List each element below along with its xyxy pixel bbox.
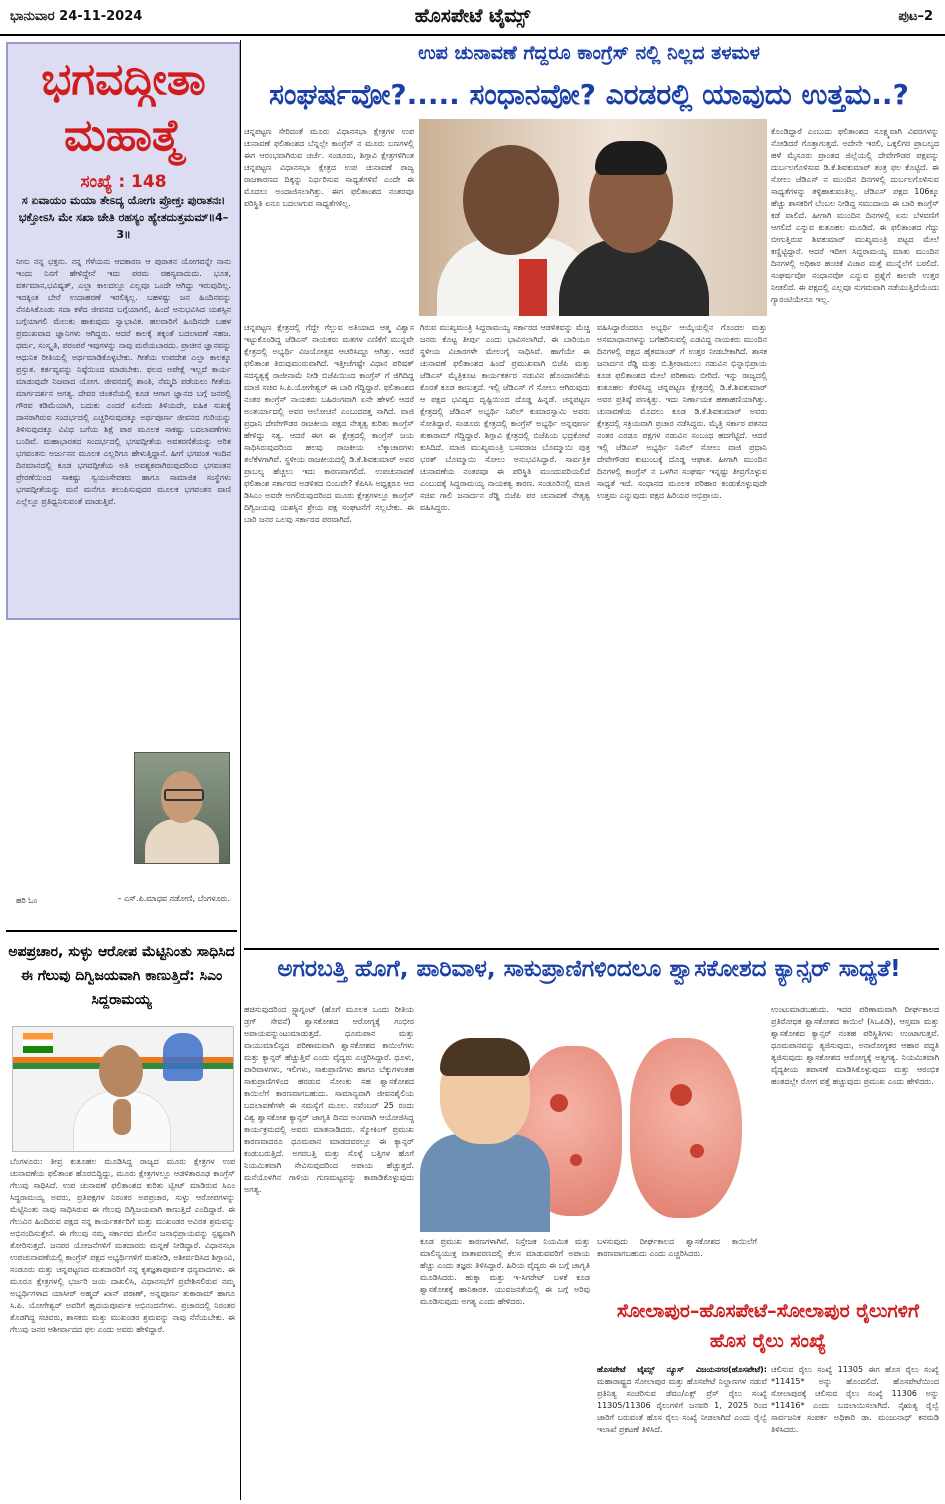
gita-number: ಸಂಖ್ಯೆ : 148: [80, 172, 167, 192]
rail-headline: ಸೋಲಾಪುರ–ಹೊಸಪೇಟೆ–ಸೋಲಾಪುರ ರೈಲುಗಳಿಗೆ ಹೊಸ ರೈಲು ಸಂಖ್ಯೆ: [616, 1300, 920, 1352]
lead-headline: ಸಂಘರ್ಷವೋ?..... ಸಂಧಾನವೋ? ಎರಡರಲ್ಲಿ ಯಾವುದು ಉತ್ತಮ..?: [269, 78, 909, 111]
cancer-col-2: ಕೂಡ ಪ್ರಮುಖ ಕಾರಣಗಳಾಗಿವೆ. ನಿಸ್ತೇಜಕ ನಿಯಮಿತ ಮತ್ತು ಮಾಲಿನ್ಯಯುಕ್ತ ವಾತಾವರಣದಲ್ಲಿ ಕೆಲಸ ಮಾಡುವವರಿಗೆ ಅಪಾಯ ಹೆಚ್ಚು ಎಂದು ತಜ್ಞರು ತಿಳಿಸಿದ್ದಾರೆ. ಹಿರಿಯ ವೈದ್ಯರು ಈ ಬಗ್ಗೆ ಜಾಗೃತಿ ಮೂಡಿಸಿದರು. ಹುಕ್ಕಾ ಮತ್ತು ಇ-ಸಿಗರೇಟ್ ಬಳಕೆ ಕೂಡ ಶ್ವಾಸಕೋಶಕ್ಕೆ ಹಾನಿಕಾರಕ. ಯುವಜನತೆಯಲ್ಲಿ ಈ ಬಗ್ಗೆ ಅರಿವು ಮೂಡಿಸುವುದು ಅಗತ್ಯ ಎಂದು ಹೇಳಿದರು.: [420, 1237, 590, 1306]
lead-col-3: ವಹಿಸಿದ್ದಾರೆಂದರೂ ಅಭ್ಯರ್ಥಿ ಆಯ್ಕೆಯಲ್ಲಿನ ಗೊಂದಲ ಮತ್ತು ಅಸಮಾಧಾನಗಳನ್ನು ಬಗೆಹರಿಸುವಲ್ಲಿ ಎಡವಿದ್ದ ನಾಯಕರು ಮುಂದಿನ ದಿನಗಳಲ್ಲಿ ಪಕ್ಷದ ಹೈಕಮಾಂಡ್ ಗೆ ಉತ್ತರ ನೀಡಬೇಕಾಗಿದೆ. ಶಾಸಕ ಜನಾರ್ದನ ರೆಡ್ಡಿ ಮತ್ತು ಬಿ.ಶ್ರೀರಾಮುಲು ನಡುವಿನ ಭಿನ್ನಾಭಿಪ್ರಾಯ ಕೂಡ ಫಲಿತಾಂಶದ ಮೇಲೆ ಪರಿಣಾಮ ಬೀರಿದೆ. ಇನ್ನು ರಾಜ್ಯದಲ್ಲಿ ಕುತೂಹಲ ಕೆರಳಿಸಿದ್ದ ಚನ್ನಪಟ್ಟಣ ಕ್ಷೇತ್ರದಲ್ಲಿ ಡಿ.ಕೆ.ಶಿವಕುಮಾರ್ ಅವರ ಪ್ರತಿಷ್ಠೆ ಪಣಕ್ಕಿತ್ತು. ಇದು ನಿರ್ಣಾಯಕ ಹಣಾಹಣಿಯಾಗಿತ್ತು. ಚುನಾವಣೆಯ ಮೊದಲು ಕೂಡ ಡಿ.ಕೆ.ಶಿವಕುಮಾರ್ ಅವರು ಕ್ಷೇತ್ರದಲ್ಲಿ ಸಕ್ರಿಯವಾಗಿ ಪ್ರಚಾರ ನಡೆಸಿದ್ದರು. ಮೈತ್ರಿ ಸರ್ಕಾರ ಪತನದ ನಂತರ ಎರಡೂ ಪಕ್ಷಗಳ ನಡುವಿನ ಸಂಬಂಧ ಹದಗೆಟ್ಟಿದೆ. ಆದರೆ ಇಲ್ಲಿ ಜೆಡಿಎಸ್ ಅಭ್ಯರ್ಥಿ ನಿಖಿಲ್ ಸೋಲು ವಾಜಿ ಪ್ರಧಾನಿ ದೇವೇಗೌಡರ ಕುಟುಂಬಕ್ಕೆ ದೊಡ್ಡ ಆಘಾತ. ಹೀಗಾಗಿ ಮುಂದಿನ ದಿನಗಳಲ್ಲಿ ಕಾಂಗ್ರೆಸ್ ನ ಒಳಗಿನ ಸಂಘರ್ಷ ಇನ್ನಷ್ಟು ತೀವ್ರಗೊಳ್ಳುವ ಸಾಧ್ಯತೆ ಇದೆ. ಸಂಧಾನದ ಮೂಲಕ ಪರಿಹಾರ ಕಂಡುಕೊಳ್ಳುವುದೇ ಉತ್ತಮ ಎನ್ನುವುದು ಪಕ್ಷದ ಹಿರಿಯರ ಅಭಿಪ್ರಾಯ.: [597, 323, 767, 500]
divider: [244, 948, 939, 950]
hand-symbol-icon: [163, 1033, 203, 1081]
gita-body-cont: [8, 620, 128, 888]
cancer-col-1: ಹಚಿಸುವುದರಿಂದ ಸ್ಟ್ಯಾಗ್ನಂಟ್ (ಹೊಗೆ ಮೂಲಕ ಒಂದು ರೀತಿಯ ಡ್ರಗ್ ಸೇವನೆ) ಶ್ವಾಸಕೋಶದ ಆರೋಗ್ಯಕ್ಕೆ ಗಂಭೀರ ಅಪಾಯವನ್ನುಂಟುಮಾಡುತ್ತದೆ. ಧೂಮಪಾನ ಮತ್ತು ವಾಯುಮಾಲಿನ್ಯದ ಪರಿಣಾಮವಾಗಿ ಶ್ವಾಸಕೋಶದ ಕಾಯಿಲೆಗಳು ಮತ್ತು ಕ್ಯಾನ್ಸರ್ ಹೆಚ್ಚುತ್ತಿವೆ ಎಂದು ವೈದ್ಯರು ಎಚ್ಚರಿಸಿದ್ದಾರೆ. ಧೂಳು, ಪಾರಿವಾಳಗಳು, ಇಲಿಗಳು, ಸಾಕುಪ್ರಾಣಿಗಳು ಹಾಗೂ ಬೆಕ್ಕುಗಳಂತಹ ಸಾಕುಪ್ರಾಣಿಗಳಿಂದ ಹರಡುವ ಸೋಂಕು ಸಹ ಶ್ವಾಸಕೋಶದ ಕಾಯಿಲೆಗೆ ಕಾರಣವಾಗಬಹುದು. ಸಾಮಾನ್ಯವಾಗಿ ಜೀವನಶೈಲಿಯ ಬದಲಾವಣೆಗಳೇ ಈ ಸಮಸ್ಯೆಗೆ ಮೂಲ. ನವೆಂಬರ್ 25 ರಂದು ವಿಶ್ವ ಶ್ವಾಸಕೋಶ ಕ್ಯಾನ್ಸರ್ ಜಾಗೃತಿ ದಿನದ ಅಂಗವಾಗಿ ಆಯೋಜಿಸಿದ್ದ ಕಾರ್ಯಕ್ರಮದಲ್ಲಿ ಅವರು ಮಾತನಾಡಿದರು. ಸ್ಮೋಕಿಂಗ್ ಪ್ರಮುಖ ಕಾರಣವಾದರೂ ಧೂಮಪಾನ ಮಾಡದವರಲ್ಲೂ ಈ ಕ್ಯಾನ್ಸರ್ ಕಂಡುಬರುತ್ತಿದೆ. ಅಗರಬತ್ತಿ ಮತ್ತು ಸೊಳ್ಳೆ ಬತ್ತಿಗಳ ಹೊಗೆ ನಿಯಮಿತವಾಗಿ ಸೇವಿಸುವುದರಿಂದ ಅಪಾಯ ಹೆಚ್ಚುತ್ತದೆ. ಮನೆಯೊಳಗಿನ ಗಾಳಿಯ ಗುಣಮಟ್ಟವನ್ನು ಕಾಪಾಡಿಕೊಳ್ಳುವುದು ಅಗತ್ಯ.: [244, 1005, 414, 1194]
rail-col-1: [597, 1364, 767, 1498]
lungs-illustration: [420, 1004, 760, 1232]
leaders-photo: [419, 119, 767, 316]
column-divider: [240, 40, 241, 1500]
cm-photo: [12, 1026, 234, 1152]
cancer-col-3: ಬಳಸುವುದು ದೀರ್ಘಕಾಲದ ಶ್ವಾಸಕೋಶದ ಕಾಯಿಲೆಗೆ ಕಾರಣವಾಗಬಹುದು ಎಂದು ಎಚ್ಚರಿಸಿದರು.: [597, 1237, 757, 1258]
gita-signoff: ಹರಿ ಓಂ: [16, 896, 38, 905]
newspaper-name: ಹೊಸಪೇಟೆ ಟೈಮ್ಸ್: [414, 5, 531, 27]
issue-date: ಭಾನುವಾರ 24-11-2024: [10, 9, 143, 24]
gita-shloka: ಸ ಏವಾಯಂ ಮಯಾ ತೇಽದ್ಯ ಯೋಗಃ ಪ್ರೋಕ್ತಃ ಪುರಾತನಃ। ಭಕ್ತೋಽಸಿ ಮೇ ಸಖಾ ಚೇತಿ ರಹಸ್ಯಂ ಹ್ಯೇತದುತ್ತಮಮ್॥4–3॥: [18, 194, 229, 241]
lead-col-2: ಗಿರುವ ಮುಖ್ಯಮಂತ್ರಿ ಸಿದ್ದರಾಮಯ್ಯ ಸರ್ಕಾರದ ಆಡಳಿತವನ್ನು ಮೆಚ್ಚಿ ಜನರು ಕೊಟ್ಟ ತೀರ್ಪು ಎಂದು ಭಾವಿಸಲಾಗಿದೆ. ಈ ಬಾರಿಯೂ ಸ್ಥಳೀಯ ವಿಚಾರಗಳೇ ಮೇಲುಗೈ ಸಾಧಿಸಿವೆ. ಹಾಗೆಯೇ ಈ ಚುನಾವಣೆ ಫಲಿತಾಂಶದ ಹಿಂದೆ ಪ್ರಮುಖವಾಗಿ ಬಿಜೆಪಿ ಮತ್ತು ಜೆಡಿಎಸ್ ಮೈತ್ರಿಕೂಟ ಕಾರ್ಯಕರ್ತರ ನಡುವಿನ ಹೊಂದಾಣಿಕೆಯ ಕೊರತೆ ಕೂಡ ಕಾಣುತ್ತದೆ. ಇಲ್ಲಿ ಜೆಡಿಎಸ್ ಗೆ ಸೋಲು ಆಗಿರುವುದು ಆ ಪಕ್ಷದ ಭವಿಷ್ಯದ ದೃಷ್ಟಿಯಿಂದ ದೊಡ್ಡ ಹಿನ್ನಡೆ. ಚನ್ನಪಟ್ಟಣ ಕ್ಷೇತ್ರದಲ್ಲಿ ಜೆಡಿಎಸ್ ಅಭ್ಯರ್ಥಿ ನಿಖಿಲ್ ಕುಮಾರಸ್ವಾಮಿ ಅವರು ಸೋತಿದ್ದಾರೆ. ಸಂಡೂರು ಕ್ಷೇತ್ರದಲ್ಲಿ ಕಾಂಗ್ರೆಸ್ ಅಭ್ಯರ್ಥಿ ಅನ್ನಪೂರ್ಣ ತುಕಾರಾಮ್ ಗೆದ್ದಿದ್ದಾರೆ. ಶಿಗ್ಗಾವಿ ಕ್ಷೇತ್ರದಲ್ಲಿ ಬಿಜೆಪಿಯ ಭದ್ರಕೋಟೆ ಕುಸಿದಿದೆ. ಮಾಜಿ ಮುಖ್ಯಮಂತ್ರಿ ಬಸವರಾಜ ಬೊಮ್ಮಾಯಿ ಪುತ್ರ ಭರತ್ ಬೊಮ್ಮಾಯಿ ಸೋಲು ಅನುಭವಿಸಿದ್ದಾರೆ. ಸಾರ್ವತ್ರಿಕ ಚುನಾವಣೆಯ ನಂತರವೂ ಈ ಪರಿಸ್ಥಿತಿ ಮುಂದುವರಿಯಲಿದೆ ಎಂಬುದಕ್ಕೆ ಸಿದ್ದರಾಮಯ್ಯ ನಾಯಕತ್ವ ಕಾರಣ. ಸಂಡೂರಿನಲ್ಲಿ ಮಾಜಿ ಸಚಿವ ಗಾಲಿ ಜನಾರ್ದನ ರೆಡ್ಡಿ ಬಿಜೆಪಿ ಪರ ಚುನಾವಣೆ ನೇತೃತ್ವ ವಹಿಸಿದ್ದರು.: [420, 323, 590, 512]
gita-byline: – ಎಸ್.ಪಿ.ಮಾಧವ ನಡೋಣಿ, ಬೆಂಗಳೂರು.: [117, 894, 230, 903]
gita-title: ಭಗವದ್ಗೀತಾ ಮಹಾತ್ಮೆ: [41, 54, 206, 161]
rail-col-2: ಚಲಿಸುವ ರೈಲು ಸಂಖ್ಯೆ 11305 ಈಗ ಹೊಸ ರೈಲು ಸಂಖ್ಯೆ *11415* ಅನ್ನು ಹೊಂದಲಿದೆ. ಹೊಸಪೇಟೆಯಿಂದ ಸೋಲಾಪುರಕ್ಕೆ ಚಲಿಸುವ ರೈಲು ಸಂಖ್ಯೆ 11306 ಅನ್ನು *11416* ಎಂದು ಬದಲಾಯಿಸಲಾಗಿದೆ. ನೈಋತ್ಯ ರೈಲ್ವೆ ಸಾರ್ವಜನಿಕ ಸಂಪರ್ಕ ಅಧಿಕಾರಿ ಡಾ. ಮಂಜುನಾಥ್ ಕನಮಡಿ ತಿಳಿಸಿದರು.: [771, 1365, 939, 1434]
divider: [6, 930, 237, 932]
siddu-headline: ಅಪಪ್ರಚಾರ, ಸುಳ್ಳು ಆರೋಪ ಮೆಟ್ಟಿನಿಂತು ಸಾಧಿಸಿದ ಈ ಗೆಲುವು ದಿಗ್ವಿಜಯವಾಗಿ ಕಾಣುತ್ತಿದೆ: ಸಿಎಂ ಸಿದ್ದರಾಮಯ್ಯ: [8, 944, 235, 1008]
lead-col-1: ಚನ್ನಪಟ್ಟಣ ಕ್ಷೇತ್ರದಲ್ಲಿ ಗೆದ್ದೇ ಗೆಲ್ಲುವ ಅತಿಯಾದ ಆತ್ಮ ವಿಶ್ವಾಸ ಇಟ್ಟುಕೊಂಡಿದ್ದ ಜೆಡಿಎಸ್ ನಾಯಕರು ಮತಗಳ ಎಣಿಕೆಗೆ ಮುನ್ನವೇ ಕ್ಷೇತ್ರದಲ್ಲಿ ಅಭ್ಯರ್ಥಿ ವಿಜಯೋತ್ಸವ ಆಚರಿಸಿದ್ದೂ ಆಗಿತ್ತು. ಆದರೆ ಫಲಿತಾಂಶ ತಿರುವುಮುರುವಾಗಿದೆ. ಇತ್ತೀಚೆಗಷ್ಟೇ ವಿಧಾನ ಪರಿಷತ್ ಸದಸ್ಯತ್ವಕ್ಕೆ ರಾಜೀನಾಮೆ ನೀಡಿ ಬಿಜೆಪಿಯಿಂದ ಕಾಂಗ್ರೆಸ್ ಗೆ ಜಿಗಿದಿದ್ದ ಮಾಜಿ ಸಚಿವ ಸಿ.ಪಿ.ಯೋಗೇಶ್ವರ್ ಈ ಬಾರಿ ಗೆದ್ದಿದ್ದಾರೆ. ಫಲಿತಾಂಶದ ನಂತರ ಕಾಂಗ್ರೆಸ್ ನಾಯಕರು ಬಹಿರಂಗವಾಗಿ ಏನೇ ಹೇಳಲಿ ಆದರೆ ಅಂತರ್ಯಾದಲ್ಲಿ ಅವರ ಆಲೋಚನೆ ಎಂಬುದರತ್ತ ಸಾಗಿದೆ. ವಾಜಿ ಪ್ರಧಾನಿ ದೇವೇಗೌಡರ ರಾಜಕೀಯ ಪಕ್ಷದ ನೇತೃತ್ವ ಕುರಿತು ಕಾಂಗ್ರೆಸ್ ಹೇಳಿದ್ದು ಸತ್ಯ. ಆದರೆ ಈಗ ಈ ಕ್ಷೇತ್ರದಲ್ಲಿ ಕಾಂಗ್ರೆಸ್ ಜಯ ಸಾಧಿಸಿರುವುದರಿಂದ ಹಲವು ರಾಜಕೀಯ ಲೆಕ್ಕಾಚಾರಗಳು ತಲೆಕೆಳಗಾಗಿವೆ. ಸ್ಥಳೀಯ ರಾಜಕೀಯದಲ್ಲಿ ಡಿ.ಕೆ.ಶಿವಕುಮಾರ್ ಅವರ ಪ್ರಾಬಲ್ಯ ಹೆಚ್ಚಲು ಇದು ಕಾರಣವಾಗಲಿದೆ. ಉಪಚುನಾವಣೆ ಫಲಿತಾಂಶ ಸರ್ಕಾರದ ಅಡಳಿತದ ಬಿಂಬವೇ? ಕೆಪಿಸಿಸಿ ಅಧ್ಯಕ್ಷರೂ ಆದ ಡಿಸಿಎಂ ಅವರೇ ಅಗಲಿರುವುದರಿಂದ ಮೂರು ಕ್ಷೇತ್ರಗಳಲ್ಲೂ ಕಾಂಗ್ರೆಸ್ ದಿಗ್ವಿಜಯವು ಯಶಸ್ಸಿನ ಶ್ರೇಯ ಪಕ್ಷ ಸಂಘಟನೆಗೆ ಸಲ್ಲಬೇಕು. ಈ ಬಾರಿ ಜನರ ಒಲವು ಸರ್ಕಾರದ ಪರವಾಗಿದೆ.: [244, 323, 414, 524]
lead-kicker: ಉಪ ಚುನಾವಣೆ ಗೆದ್ದರೂ ಕಾಂಗ್ರೆಸ್ ನಲ್ಲಿ ನಿಲ್ಲದ ತಳಮಳ: [418, 42, 760, 64]
rail-body: ಮಹಾರಾಷ್ಟ್ರದ ಸೋಲಾಪುರ ಮತ್ತು ಹೊಸಪೇಟೆ ನಿಲ್ದಾಣಗಳ ನಡುವೆ ಪ್ರತಿನಿತ್ಯ ಸಂಚರಿಸುವ ಡೆಮು/ಎಕ್ಸ್ ಪ್ರೆಸ್ ರೈಲು ಸಂಖ್ಯೆ 11305/11306 ರೈಲುಗಳಿಗೆ ಜನವರಿ 1, 2025 ರಿಂದ ಜಾರಿಗೆ ಬರುವಂತೆ ಹೊಸ ರೈಲು ಸಂಖ್ಯೆ ನೀಡಲಾಗಿದೆ ಎಂದು ರೈಲ್ವೆ ಇಲಾಖೆ ಪ್ರಕಟಣೆ ತಿಳಿಸಿದೆ.: [597, 1377, 767, 1434]
lead-col-4: ಕೊಂಡಿದ್ದಾರೆ ಎಂಬುದು ಫಲಿತಾಂಶದ ಸೂಕ್ಷ್ಮವಾಗಿ ವಿವರಗಳನ್ನು ನೋಡಿದರೆ ಗೊತ್ತಾಗುತ್ತದೆ. ಅದೇನೇ ಇರಲಿ, ಒಕ್ಕಲಿಗರ ಪ್ರಾಬಲ್ಯದ ಹಳೆ ಮೈಸೂರು ಪ್ರಾಂತದ ಜಿಲ್ಲೆಯಲ್ಲಿ ದೇವೇಗೌಡರ ಪಕ್ಷವನ್ನು ದುರ್ಬಲಗೊಳಿಸುವ ಡಿ.ಕೆ.ಶಿವಕುಮಾರ್ ತಂತ್ರ ಫಲ ಕೊಟ್ಟಿದೆ. ಈ ಸೋಲು ಜೆಡಿಎಸ್ ನ ಮುಂದಿನ ದಿನಗಳಲ್ಲಿ ದುರ್ಬಲಗೊಳಿಸುವ ಸಾಧ್ಯತೆಗಳನ್ನು ತಳ್ಳಿಹಾಕುವಂತಿಲ್ಲ. ಜೆಡಿಎಸ್ ಪಕ್ಷದ 106ಕ್ಕೂ ಹೆಚ್ಚು ಶಾಸಕರಿಗೆ ಬೆಂಬಲ ನೀಡಿದ್ದ ಸಮುದಾಯ ಈ ಬಾರಿ ಕಾಂಗ್ರೆಸ್ ಕಡೆ ವಾಲಿದೆ. ಹೀಗಾಗಿ ಮುಂದಿನ ದಿನಗಳಲ್ಲಿ ಏನು ಬೆಳವಣಿಗೆ ಆಗಲಿದೆ ಎನ್ನುವ ಕುತೂಹಲ ಮೂಡಿದೆ. ಈ ಫಲಿತಾಂಶದ ಗೆದ್ದು ಬೀಗುತ್ತಿರುವ ಶಿವಕುಮಾರ್ ಮುಖ್ಯಮಂತ್ರಿ ಪಟ್ಟದ ಮೇಲೆ ಕಣ್ಣಿಟ್ಟಿದ್ದಾರೆ. ಆದರೆ ಇದೀಗ ಸಿದ್ದರಾಮಯ್ಯ ಮಾತು ಮುಂದಿನ ದಿನಗಳಲ್ಲಿ ಅಧಿಕಾರ ಹಂಚಿಕೆ ವಿಚಾರ ಮತ್ತೆ ಮುನ್ನೆಲೆಗೆ ಬರಲಿದೆ. ಸಂಘರ್ಷವೋ ಸಂಧಾನವೋ ಎನ್ನುವ ಪ್ರಶ್ನೆಗೆ ಕಾಲವೇ ಉತ್ತರ ನೀಡಲಿದೆ. ಈ ಪಕ್ಷದಲ್ಲಿ ಎಲ್ಲವೂ ಸುಗಮವಾಗಿ ನಡೆಯುತ್ತಿದೆಯೆಂದು ಗ್ಯಾರಂಟಿಯೇನೂ ಇಲ್ಲ.: [771, 127, 939, 304]
gita-box: [6, 42, 241, 620]
gita-body: ನೀನು ನನ್ನ ಭಕ್ತನು. ನನ್ನ ಗೆಳೆಯನು ಆದಕಾರಣ ಆ ಪುರಾತನ ಯೋಗವನ್ನೇ ನಾನು ಇಂದು ನಿನಗೆ ಹೇಳಿದ್ದೇನೆ ಇದು ಪರಮ ರಹಸ್ಯವಾದುದು. ಭೂತ, ವರ್ತಮಾನ,ಭವಿಷ್ಯತ್, ಎಲ್ಲಾ ಕಾಲದಲ್ಲೂ ಎಲ್ಲವೂ ಒಂದೇ ಆಗಿದ್ದು ಇರುವುದಿಲ್ಲ. ಇದಕ್ಕಿಂತ ಬೇರೆ ಉದಾಹರಣೆ ಇರಲಿಕ್ಕಿಲ್ಲ. ಬಹಳಷ್ಟು ಜನ ಹಿಂದಿನವನ್ನು ನೆನಪಿಸಿಕೊಂಡು ಸದಾ ಕಳೆದ ಜೀವನದ ಬಗ್ಗೆಯಾಗಲಿ, ಹಿಂದೆ ಅನುಭವಿಸಿದ ಯಶಸ್ಸಿನ ಬಗ್ಗೆಯಾಗಲಿ ಮೆಲುಕು ಹಾಕುವುದು ಸ್ವಾಭಾವಿಕ. ಹಲವಾರಿಗೆ ಹಿಂದಿನದೇ ಬಹಳ ಪ್ರಮುಖವಾದ ಜ್ಞಾನಿಗಳು ಆಗಿದ್ದರು. ಆದರೆ ಕಾಲಕ್ಕೆ ತಕ್ಕಂತೆ ಬದಲಾವಣೆ ಸಹಜ. ಧರ್ಮ, ಸಂಸ್ಕೃತಿ, ಪರಂಪರೆ ಇವುಗಳನ್ನು ನಾವು ಮರೆಯಬಾರದು. ಪ್ರಾಚೀನ ಜ್ಞಾನವನ್ನು ಆಧುನಿಕ ರೀತಿಯಲ್ಲಿ ಅರ್ಥಮಾಡಿಕೊಳ್ಳಬೇಕು. ಗೀತೆಯ ಉಪದೇಶ ಎಲ್ಲಾ ಕಾಲಕ್ಕೂ ಪ್ರಸ್ತುತ. ಕರ್ತವ್ಯವನ್ನು ನಿಷ್ಠೆಯಿಂದ ಮಾಡಬೇಕು. ಫಲದ ಅಪೇಕ್ಷೆ ಇಲ್ಲದೆ ಕಾರ್ಯ ಮಾಡುವುದೇ ನಿಜವಾದ ಯೋಗ. ಜೀವನದಲ್ಲಿ ಶಾಂತಿ, ನೆಮ್ಮದಿ ಪಡೆಯಲು ಗೀತೆಯ ಮಾರ್ಗದರ್ಶನ ಅಗತ್ಯ. ದೇವರ ಚಿಂತನೆಯಲ್ಲಿ ಕೂಡ ಆಗಾಗ ಜ್ಞಾನದ ಬಗ್ಗೆ ಜನರಲ್ಲಿ ಗೌರವ ಕಡಿಮೆಯಾಗಿ, ಬದುಕು ಎಂದರೆ ಏನೆಂದು ತಿಳಿಯದೇ, ಐಹಿಕ ಸುಖಕ್ಕೆ ದಾಸರಾಗಿರುವ ಸಂದರ್ಭದಲ್ಲಿ ಎಚ್ಚರಿಸುವುದಕ್ಕೂ ಅರ್ಥಪೂರ್ಣ ಜೀವನದ ಗುರಿಯನ್ನು ತಿಳಿಸುವುದಕ್ಕೂ ವಿವಿಧ ಬಗೆಯ ಶಿಕ್ಷೆ ಪಾಠ ಮೂಲಕ ಸಾಕಷ್ಟು ಬದಲಾವಣೆಗಳು ಬಂದಿವೆ. ಮಹಾಭಾರತದ ಸಂದರ್ಭದಲ್ಲಿ ಭಗವದ್ಗೀತೆಯ ಅವತರಣಿಕೆಯನ್ನು ಅರಿತ ಭಗವಂತನು ಅರ್ಜುನನ ಮೂಲಕ ಎಲ್ಲರಿಗೂ ಹೇಳುತ್ತಿದ್ದಾನೆ. ಹೀಗೆ ಭಗವಂತ ಇಂದಿನ ದಿನಮಾನದಲ್ಲಿ ಕೂಡ ಭಗವದ್ಗೀತೆಯ ಅತಿ ಅವಶ್ಯಕವಾಗಿರುವುದರಿಂದ ಭಗವಂತನ ಪ್ರೇರಣೆಯಿಂದ ಸಾಕಷ್ಟು ಸ್ವಯಂಸೇವಕರು ಹಾಗೂ ಸಾಮಾಜಿಕ ಸಂಸ್ಥೆಗಳು ಭಗವದ್ಗೀತೆಯನ್ನು ಮನೆ ಮನೆಗೂ ತಲುಪಿಸುವುದರ ಮೂಲಕ ಭಗವಂತನ ವಾಣಿ ಎಲ್ಲೆಲ್ಲೂ ಪ್ರತಿಧ್ವನಿಸುವಂತೆ ಮಾಡುತ್ತಿವೆ.: [16, 257, 231, 506]
page-number: ಪುಟ–2: [898, 9, 933, 24]
rail-dateline: ಹೊಸಪೇಟೆ ಟೈಮ್ಸ್ ನ್ಯೂಸ್ ವಿಜಯನಗರ(ಹೊಸಪೇಟೆ):: [597, 1365, 767, 1374]
masthead: [0, 0, 945, 36]
author-portrait: [134, 752, 230, 864]
cancer-col-4: ಉಂಟುಮಾಡಬಹುದು. ಇದರ ಪರಿಣಾಮವಾಗಿ ದೀರ್ಘಕಾಲದ ಪ್ರತಿರೋಧಕ ಶ್ವಾಸಕೋಶದ ಕಾಯಿಲೆ (ಸಿಒಪಿಡಿ), ಆಸ್ತಮಾ ಮತ್ತು ಶ್ವಾಸಕೋಶದ ಕ್ಯಾನ್ಸರ್ ನಂತಹ ಪರಿಸ್ಥಿತಿಗಳು ಉಂಟಾಗುತ್ತವೆ. ಧೂಮಪಾನವನ್ನು ತ್ಯಜಿಸುವುದು, ಅನಾರೋಗ್ಯಕರ ಆಹಾರ ಪದ್ಧತಿ ತ್ಯಜಿಸುವುದು ಶ್ವಾಸಕೋಶದ ಆರೋಗ್ಯಕ್ಕೆ ಅತ್ಯಗತ್ಯ. ನಿಯಮಿತವಾಗಿ ವೈದ್ಯಕೀಯ ತಪಾಸಣೆ ಮಾಡಿಸಿಕೊಳ್ಳುವುದು ಮತ್ತು ಆರಂಭಿಕ ಹಂತದಲ್ಲೇ ರೋಗ ಪತ್ತೆ ಹಚ್ಚುವುದು ಪ್ರಮುಖ ಎಂದು ಹೇಳಿದರು.: [771, 1005, 939, 1086]
lead-col-a: ಚನ್ನಪಟ್ಟಣ ಸೇರಿದಂತೆ ಮೂರು ವಿಧಾನಸಭಾ ಕ್ಷೇತ್ರಗಳ ಉಪ ಚುನಾವಣೆ ಫಲಿತಾಂಶದ ಬೆನ್ನಲ್ಲೇ ಕಾಂಗ್ರೆಸ್ ನ ಮೂರು ಬಣಗಳಲ್ಲಿ ಈಗ ಆರಂಭವಾಗಿರುವ ಚರ್ಚೆ. ಸಂಡೂರು, ಶಿಗ್ಗಾವಿ ಕ್ಷೇತ್ರಗಳಿಗಿಂತ ಚನ್ನಪಟ್ಟಣ ವಿಧಾನಸಭಾ ಕ್ಷೇತ್ರದ ಉಪ ಚುನಾವಣೆ ರಾಜ್ಯ ರಾಜಕಾರಣದ ದಿಕ್ಕನ್ನು ನಿರ್ಧರಿಸುವ ಸಾಧ್ಯತೆಗಳಿವೆ ಎಂದೇ ಈ ಮೊದಲು ಅಂದಾಜಿಸಲಾಗಿತ್ತು. ಈಗ ಫಲಿತಾಂಶದ ನಂತರವೂ ಪರಿಸ್ಥಿತಿ ಏನೂ ಬದಲಾಗುವ ಸಾಧ್ಯತೆಗಳಿಲ್ಲ.: [244, 127, 414, 208]
cancer-headline: ಅಗರಬತ್ತಿ ಹೊಗೆ, ಪಾರಿವಾಳ, ಸಾಕುಪ್ರಾಣಿಗಳಿಂದಲೂ ಶ್ವಾಸಕೋಶದ ಕ್ಯಾನ್ಸರ್ ಸಾಧ್ಯತೆ!: [277, 956, 901, 982]
siddu-body: ಬೆಂಗಳೂರು: ತೀವ್ರ ಕುತೂಹಲ ಮೂಡಿಸಿದ್ದ ರಾಜ್ಯದ ಮೂರು ಕ್ಷೇತ್ರಗಳ ಉಪ ಚುನಾವಣೆಯ ಫಲಿತಾಂಶ ಹೊರಬಿದ್ದಿದ್ದು, ಮೂರು ಕ್ಷೇತ್ರಗಳಲ್ಲೂ ಆಡಳಿತಾರೂಢ ಕಾಂಗ್ರೆಸ್ ಗೆಲುವು ಸಾಧಿಸಿದೆ. ಉಪ ಚುನಾವಣೆ ಫಲಿತಾಂಶದ ಕುರಿತು ಟ್ವೀಟ್ ಮಾಡಿರುವ ಸಿಎಂ ಸಿದ್ದರಾಮಯ್ಯ ಅವರು, ಪ್ರತಿಪಕ್ಷಗಳ ನಿರಂತರ ಅಪಪ್ರಚಾರ, ಸುಳ್ಳು ಆರೋಪಗಳನ್ನು ಮೆಟ್ಟಿನಿಂತು ನಾವು ಸಾಧಿಸಿರುವ ಈ ಗೆಲುವು ದಿಗ್ವಿಜಯವಾಗಿ ಕಾಣುತ್ತಿದೆ ಎಂದಿದ್ದಾರೆ. ಈ ಗೆಲುವಿನ ಹಿಂದಿರುವ ಪಕ್ಷದ ನನ್ನ ಕಾರ್ಯಕರ್ತರಿಗೆ ಮತ್ತು ಮುಖಂಡರ ಅವಿರತ ಶ್ರಮವನ್ನು ಅಭಿನಂದಿಸುತ್ತೇನೆ. ಈ ಗೆಲುವು ನಮ್ಮ ಸರ್ಕಾರದ ಮೇಲಿನ ಜನಾಭಿಪ್ರಾಯವನ್ನು ಸ್ಪಷ್ಟವಾಗಿ ತೋರಿಸುತ್ತದೆ. ಜನಪರ ಯೋಜನೆಗಳಿಗೆ ಮತದಾರರು ಮನ್ನಣೆ ನೀಡಿದ್ದಾರೆ. ವಿಧಾನಸಭಾ ಉಪಚುನಾವಣೆಯಲ್ಲಿ ಕಾಂಗ್ರೆಸ್ ಪಕ್ಷದ ಅಭ್ಯರ್ಥಿಗಳಿಗೆ ಮತನೀಡಿ, ಅಶೀರ್ವದಿಸಿದ ಶಿಗ್ಗಾಂವಿ, ಸಂಡೂರು ಮತ್ತು ಚನ್ನಪಟ್ಟಣದ ಮತದಾರರಿಗೆ ನನ್ನ ಕೃತಜ್ಞತಾಪೂರ್ವಕ ಧನ್ಯವಾದಗಳು. ಈ ಮೂರೂ ಕ್ಷೇತ್ರಗಳಲ್ಲಿ ಭರ್ಜರಿ ಜಯ ದಾಖಲಿಸಿ, ವಿಧಾನಸಭೆಗೆ ಪ್ರವೇಶಿಸಲಿರುವ ನಮ್ಮ ಅಭ್ಯರ್ಥಿಗಳಾದ ಯಾಸೀರ್ ಅಹ್ಮದ್ ಖಾನ್ ಪಠಾಣ್, ಅನ್ನಪೂರ್ಣ ತುಕಾರಾಮ್ ಹಾಗೂ ಸಿ.ಪಿ. ಯೋಗೇಶ್ವರ್ ಅವರಿಗೆ ಹೃದಯಪೂರ್ವಕ ಅಭಿನಂದನೆಗಳು. ಪ್ರಚಾರದಲ್ಲಿ ನಿರಂತರ ತೊಡಗಿದ್ದ ಸಚಿವರು, ಶಾಸಕರು ಮತ್ತು ಮುಖಂಡರ ಶ್ರಮವನ್ನು ನಾವು ನೆನೆಯಬೇಕು. ಈ ಗೆಲುವು ಜನರ ಆಶೀರ್ವಾದದ ಫಲ ಎಂದು ಅವರು ಹೇಳಿದ್ದಾರೆ.: [10, 1157, 235, 1334]
